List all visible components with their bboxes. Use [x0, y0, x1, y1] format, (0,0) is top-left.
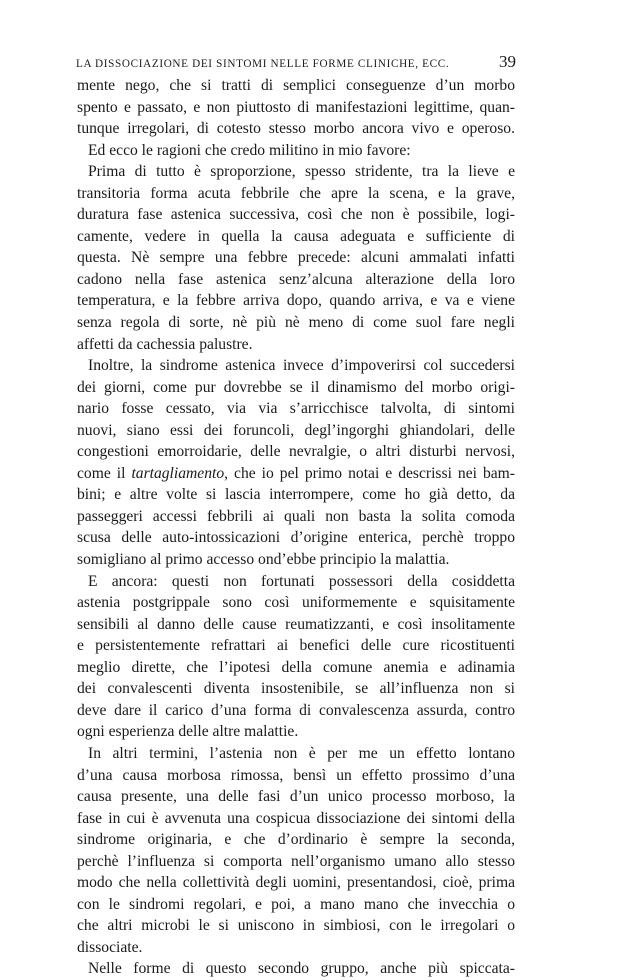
- text-line: Prima di tutto è sproporzione, spesso stridente, tra la lieve e: [88, 163, 515, 181]
- text-line: spento e passato, e non piuttosto di manifestazioni legittime, quan-: [77, 98, 515, 116]
- text-line: nario fosse cessato, via via s’arricchisce talvolta, di sintomi: [77, 400, 515, 418]
- body-text: [77, 75, 515, 980]
- text-line: camente, vedere in quella la causa adeguata e sufficiente di: [77, 227, 515, 245]
- text-line: ogni esperienza delle altre malattie.: [77, 723, 299, 741]
- text-line: senza regola di sorte, nè più nè meno di come suol fare negli: [77, 314, 515, 332]
- text-line: sensibili al danno delle cause reumatizzanti, e così insolitamente: [77, 615, 515, 633]
- text-line: Ed ecco le ragioni che credo militino in mio favore:: [88, 141, 411, 159]
- text-line: congestioni emorroidarie, delle nevralgie, o altri disturbi nervosi,: [77, 443, 515, 461]
- text-line: meglio dirette, che l’ipotesi della comune anemia e adinamia: [77, 658, 515, 676]
- text-line: perchè l’influenza si comporta nell’organismo umano allo stesso: [77, 852, 515, 870]
- text-line: fase in cui è avvenuta una cospicua dissociazione dei sintomi della: [77, 809, 515, 827]
- text-line: transitoria forma acuta febbrile che apre la scena, e la grave,: [77, 184, 515, 202]
- text-line: sindrome originaria, e che d’ordinario è sempre la seconda,: [77, 831, 515, 849]
- text-line: scusa delle auto-intossicazioni d’origine enterica, perchè troppo: [77, 529, 515, 547]
- text-line: questa. Nè sempre una febbre precede: alcuni ammalati infatti: [77, 249, 515, 267]
- text-line: dissociate.: [77, 938, 143, 956]
- text-line: mente nego, che si tratti di semplici conseguenze d’un morbo: [77, 77, 515, 94]
- text-line: con le sindromi regolari, e poi, a mano mano che invecchia o: [77, 895, 515, 913]
- text-line: duratura fase astenica successiva, così che non è possibile, logi-: [77, 206, 515, 224]
- text-line: passeggeri accessi febbrili ai quali non basta la solita comoda: [77, 507, 515, 525]
- text-line: E ancora: questi non fortunati possessori della cosiddetta: [88, 572, 515, 590]
- text-line: nuovi, siano essi dei foruncoli, degl’ingorghi ghiandolari, delle: [77, 421, 515, 439]
- text-line: deve dare il carico d’una forma di convalescenza assurda, contro: [77, 701, 515, 719]
- text-line: tunque irregolari, di cotesto stesso morbo ancora vivo e operoso.: [77, 120, 515, 138]
- text-line: cadono nella fase astenica senz’alcuna alterazione della loro: [77, 270, 515, 288]
- text-line: come il tartagliamento, che io pel primo notai e descrissi nei bam-: [77, 464, 515, 482]
- text-line: d’una causa morbosa rimossa, bensì un effetto prossimo d’una: [77, 766, 515, 784]
- text-line: affetti da cachessia palustre.: [77, 335, 253, 353]
- text-line: In altri termini, l’astenia non è per me un effetto lontano: [88, 744, 515, 762]
- text-line: dei convalescenti diventa insostenibile, se all’influenza non si: [77, 680, 515, 698]
- page-number: 39: [499, 52, 516, 71]
- text-line: temperatura, e la febbre arriva dopo, quando arriva, e va e viene: [77, 292, 515, 310]
- text-line: causa presente, una delle fasi d’un unico processo morboso, la: [77, 788, 515, 806]
- text-line: bini; e altre volte si lascia interrompere, come ho già detto, da: [77, 486, 515, 504]
- text-line: dei giorni, come pur dovrebbe se il dinamismo del morbo origi-: [77, 378, 515, 396]
- text-line: Inoltre, la sindrome astenica invece d’impoverirsi col succedersi: [88, 357, 515, 375]
- text-line: modo che nella collettività degli uomini, presentandosi, cioè, prima: [77, 874, 515, 892]
- text-line: che altri microbi le si uniscono in simbiosi, con le irregolari o: [77, 917, 515, 935]
- text-line: astenia postgrippale sono così uniformemente e squisitamente: [77, 594, 515, 612]
- text-line: somigliano al primo accesso ond’ebbe principio la malattia.: [77, 551, 450, 569]
- text-line: e persistentemente refrattari ai benefici delle cure ricostituenti: [77, 637, 515, 655]
- running-title: LA DISSOCIAZIONE DEI SINTOMI NELLE FORME CLINICHE, ECC.: [76, 58, 450, 70]
- page-header: [76, 52, 516, 76]
- text-line: Nelle forme di questo secondo gruppo, anche più spiccata-: [88, 960, 515, 978]
